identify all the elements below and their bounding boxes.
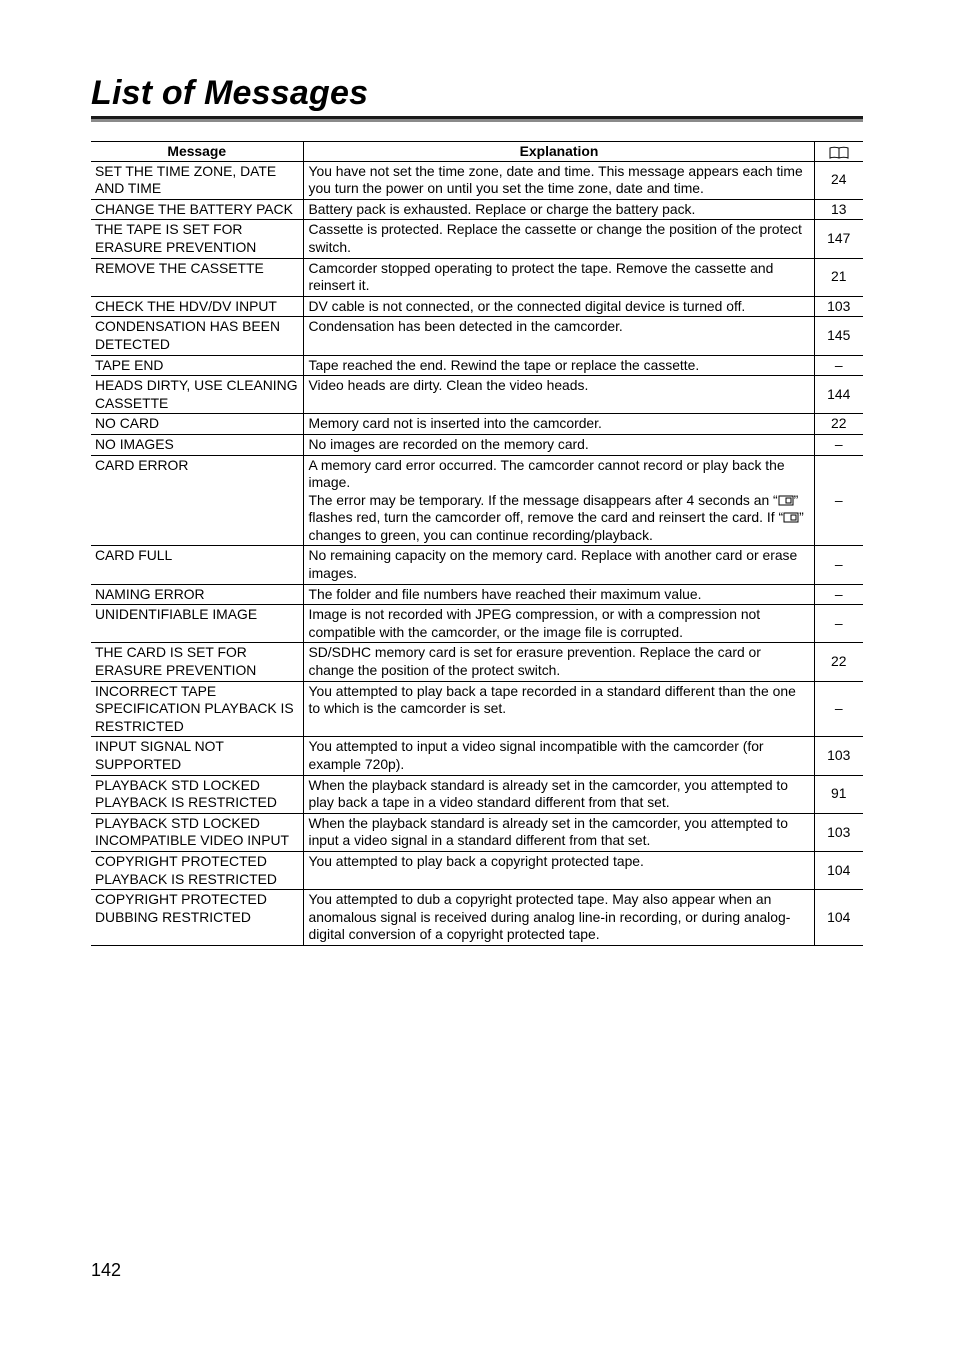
page-cell: –: [814, 584, 863, 605]
explanation-cell: You attempted to dub a copyright protected tape. May also appear when an anomalous signal is received during analog line-in recording, or during analog-digital conversion of a copyright protected tape.: [303, 890, 814, 946]
message-cell: NAMING ERROR: [91, 584, 303, 605]
explanation-cell: Tape reached the end. Rewind the tape or replace the cassette.: [303, 355, 814, 376]
messages-table: [91, 141, 863, 946]
page-cell: –: [814, 546, 863, 584]
message-cell: INCORRECT TAPE SPECIFICATION PLAYBACK IS RESTRICTED: [91, 681, 303, 737]
message-cell: THE TAPE IS SET FOR ERASURE PREVENTION: [91, 220, 303, 258]
explanation-cell: [303, 455, 814, 546]
message-cell: NO CARD: [91, 414, 303, 435]
book-icon: [829, 146, 849, 159]
header-explanation: Explanation: [303, 142, 814, 162]
page-cell: 91: [814, 775, 863, 813]
explanation-cell: You have not set the time zone, date and time. This message appears each time you turn the power on until you set the time zone, date and time.: [303, 161, 814, 199]
table-row: [91, 296, 863, 317]
page-cell: –: [814, 434, 863, 455]
page-cell: 144: [814, 376, 863, 414]
page-cell: 22: [814, 643, 863, 681]
explanation-cell: Battery pack is exhausted. Replace or charge the battery pack.: [303, 199, 814, 220]
page-cell: 103: [814, 296, 863, 317]
table-row: [91, 775, 863, 813]
page-cell: –: [814, 355, 863, 376]
table-row: [91, 737, 863, 775]
table-row: [91, 643, 863, 681]
message-cell: REMOVE THE CASSETTE: [91, 258, 303, 296]
title-underline: [91, 116, 863, 122]
table-header-row: [91, 142, 863, 162]
explanation-cell: SD/SDHC memory card is set for erasure prevention. Replace the card or change the position of the protect switch.: [303, 643, 814, 681]
explanation-cell: Condensation has been detected in the camcorder.: [303, 317, 814, 355]
explanation-text: A memory card error occurred. The camcorder cannot record or play back the image.: [308, 456, 785, 491]
explanation-cell: Image is not recorded with JPEG compression, or with a compression not compatible with the camcorder, or the image file is corrupted.: [303, 605, 814, 643]
explanation-text: ” changes to green, you can continue recording/playback.: [308, 509, 804, 543]
page-title: List of Messages: [91, 74, 369, 112]
message-cell: PLAYBACK STD LOCKED INCOMPATIBLE VIDEO INPUT: [91, 813, 303, 851]
page-cell: –: [814, 605, 863, 643]
table-row: [91, 317, 863, 355]
message-cell: SET THE TIME ZONE, DATE AND TIME: [91, 161, 303, 199]
explanation-cell: Cassette is protected. Replace the cassette or change the position of the protect switch.: [303, 220, 814, 258]
explanation-cell: No images are recorded on the memory card.: [303, 434, 814, 455]
table-row: [91, 199, 863, 220]
page-cell: 104: [814, 851, 863, 889]
message-cell: CARD FULL: [91, 546, 303, 584]
explanation-cell: When the playback standard is already set in the camcorder, you attempted to input a video signal in a standard different from that set.: [303, 813, 814, 851]
table-row: [91, 220, 863, 258]
page-cell: 103: [814, 737, 863, 775]
explanation-cell: You attempted to play back a tape recorded in a standard different than the one to which is the camcorder is set.: [303, 681, 814, 737]
message-cell: INPUT SIGNAL NOT SUPPORTED: [91, 737, 303, 775]
page-cell: 24: [814, 161, 863, 199]
message-cell: CARD ERROR: [91, 455, 303, 546]
table-row: [91, 355, 863, 376]
table-row: [91, 813, 863, 851]
header-page: [814, 142, 863, 162]
memory-card-icon: [778, 495, 794, 506]
message-cell: COPYRIGHT PROTECTED PLAYBACK IS RESTRICTED: [91, 851, 303, 889]
page-cell: 145: [814, 317, 863, 355]
message-cell: UNIDENTIFIABLE IMAGE: [91, 605, 303, 643]
table-row: [91, 681, 863, 737]
memory-card-icon: [783, 512, 799, 523]
message-cell: THE CARD IS SET FOR ERASURE PREVENTION: [91, 643, 303, 681]
table-row: [91, 258, 863, 296]
table-row: [91, 414, 863, 435]
explanation-cell: No remaining capacity on the memory card. Replace with another card or erase images.: [303, 546, 814, 584]
message-cell: TAPE END: [91, 355, 303, 376]
header-message: Message: [91, 142, 303, 162]
message-cell: CHECK THE HDV/DV INPUT: [91, 296, 303, 317]
table-row: [91, 434, 863, 455]
message-cell: HEADS DIRTY, USE CLEANING CASSETTE: [91, 376, 303, 414]
explanation-cell: DV cable is not connected, or the connected digital device is turned off.: [303, 296, 814, 317]
message-cell: CONDENSATION HAS BEEN DETECTED: [91, 317, 303, 355]
table-row: [91, 161, 863, 199]
page-cell: 13: [814, 199, 863, 220]
explanation-cell: You attempted to play back a copyright protected tape.: [303, 851, 814, 889]
page-cell: 147: [814, 220, 863, 258]
explanation-text: The error may be temporary. If the message disappears after 4 seconds an “: [308, 491, 778, 508]
page-cell: –: [814, 681, 863, 737]
table-row: [91, 890, 863, 946]
explanation-cell: Video heads are dirty. Clean the video heads.: [303, 376, 814, 414]
table-row: [91, 455, 863, 546]
table-row: [91, 851, 863, 889]
page-cell: 104: [814, 890, 863, 946]
explanation-cell: You attempted to input a video signal incompatible with the camcorder (for example 720p).: [303, 737, 814, 775]
page-cell: 103: [814, 813, 863, 851]
explanation-cell: Camcorder stopped operating to protect the tape. Remove the cassette and reinsert it.: [303, 258, 814, 296]
page-cell: 21: [814, 258, 863, 296]
message-cell: PLAYBACK STD LOCKED PLAYBACK IS RESTRICTED: [91, 775, 303, 813]
page-number: 142: [91, 1260, 122, 1280]
explanation-text: ” flashes red, turn the camcorder off, remove the card and reinsert the card. If “: [308, 491, 799, 526]
table-row: [91, 376, 863, 414]
explanation-cell: When the playback standard is already set in the camcorder, you attempted to play back a tape in a video standard different from that set.: [303, 775, 814, 813]
explanation-cell: Memory card not is inserted into the camcorder.: [303, 414, 814, 435]
message-cell: CHANGE THE BATTERY PACK: [91, 199, 303, 220]
table-row: [91, 605, 863, 643]
message-cell: NO IMAGES: [91, 434, 303, 455]
table-row: [91, 546, 863, 584]
message-cell: COPYRIGHT PROTECTED DUBBING RESTRICTED: [91, 890, 303, 946]
table-row: [91, 584, 863, 605]
page-cell: –: [814, 455, 863, 546]
explanation-cell: The folder and file numbers have reached their maximum value.: [303, 584, 814, 605]
page-cell: 22: [814, 414, 863, 435]
